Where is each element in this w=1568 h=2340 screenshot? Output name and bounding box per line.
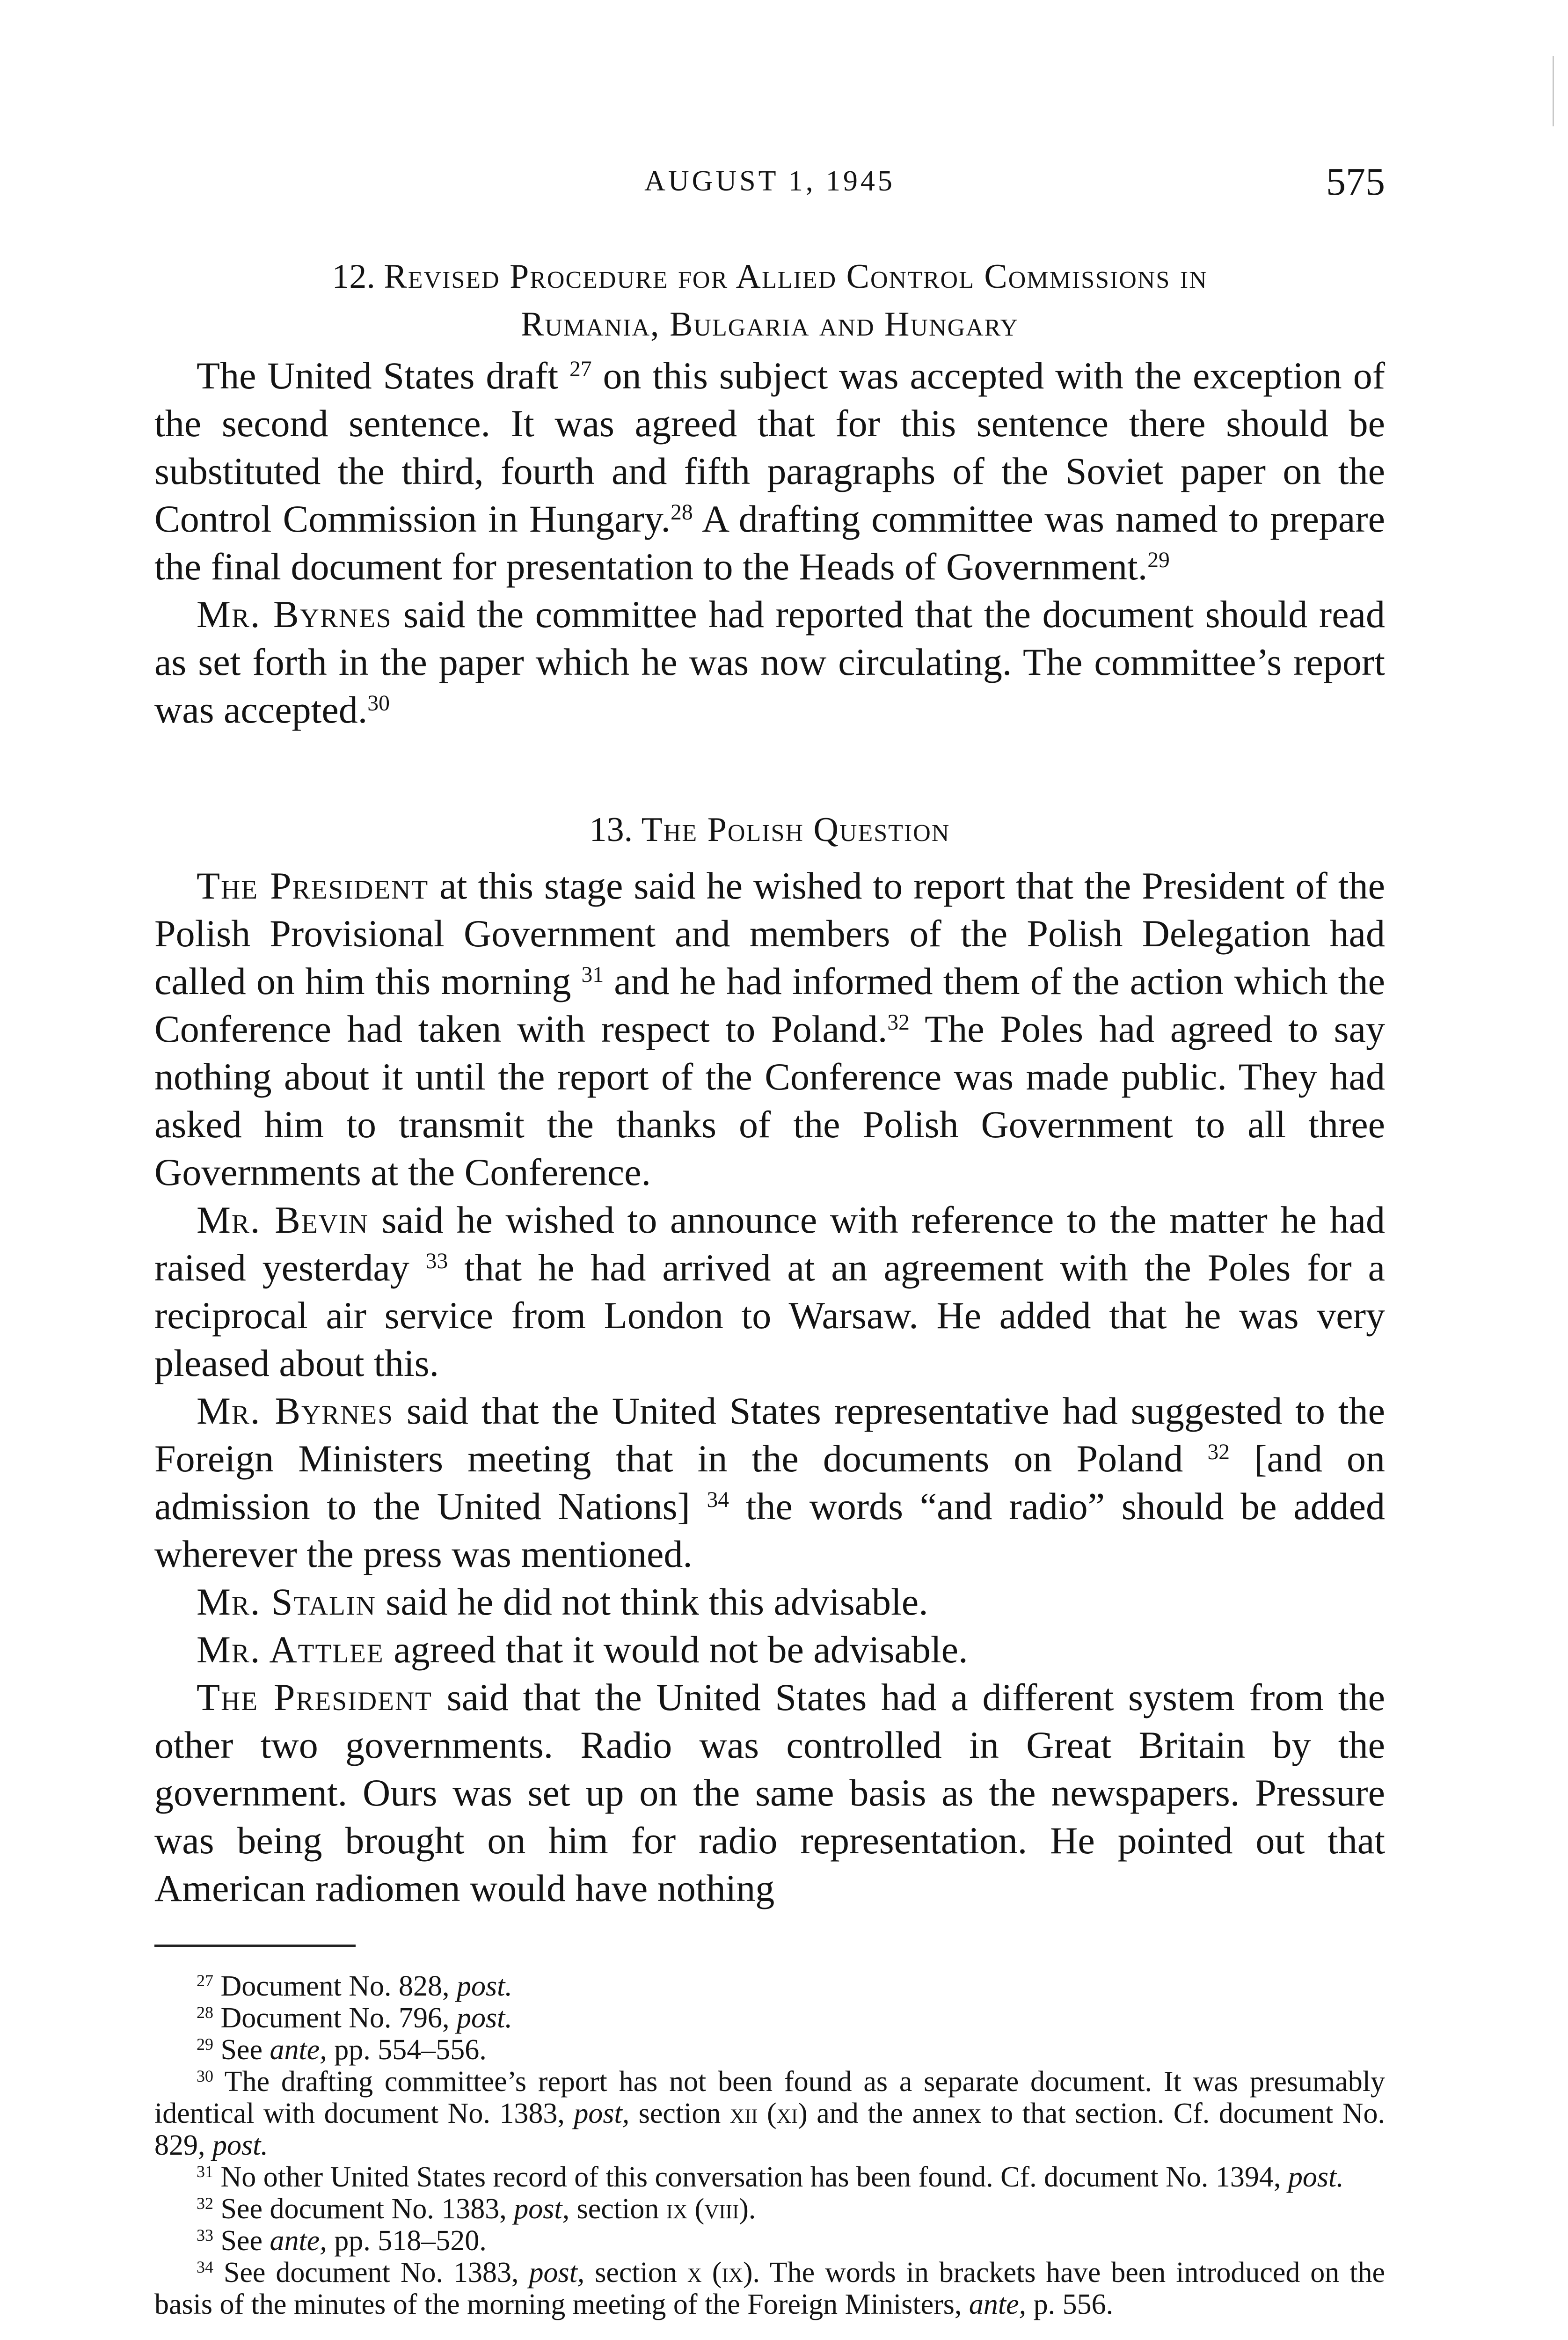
footnote-ref-31[interactable]: 31 [581,962,604,987]
running-head [154,159,1385,211]
section-13-body [154,862,1385,1912]
footnote-ref-27[interactable]: 27 [569,357,592,381]
section-13-number: 13. [589,811,633,849]
footnote-ref-28[interactable]: 28 [671,500,693,525]
paragraph: Mr. Byrnes said that the United States representative had suggested to the Foreign Ministers meeting that in the documents on Poland $^{32}$ [and on admission to the United Nations] $^{34}$ the words “and radio” should be added wherever the press was mentioned. [154,1389,1386,1575]
speaker-name: Mr. Byrnes [197,593,392,636]
paragraph: The President said that the United States had a different system from the other two governments. Radio was controlled in Great Britain by the government. Ours was set up on the same basis as the newspapers. Pressure was being brought on him for radio representation. He pointed out that American radiomen would have nothing [154,1676,1386,1909]
footnote-30: $^{30}$ The drafting committee’s report has not been found as a separate document. It was presumably identical with document No. 1383, post, section xii (xi) and the annex to that section. Cf. document No. 829, post. [154,2066,1385,2161]
paragraph: Mr. Stalin said he did not think this advisable. [197,1580,928,1623]
footnote-ref-33[interactable]: 33 [425,1249,448,1273]
footnote-27: $^{27}$ Document No. 828, post. [197,1970,512,2002]
footnote-28: $^{28}$ Document No. 796, post. [197,2002,512,2034]
speaker-name: The President [197,864,429,907]
footnote-ref-34[interactable]: 34 [707,1487,729,1512]
paragraph: The President at this stage said he wished to report that the President of the Polish Provisional Government and members of the Polish Delegation had called on him this morning $^{31}$ and he had informed them of the action which the Conference had taken with respect to Poland.$^{32}$ The Poles had agreed to say nothing about it until the report of the Conference was made public. They had asked him to transmit the thanks of the Polish Government to all three Governments at the Conference. [154,864,1385,1193]
paragraph: Mr. Attlee agreed that it would not be advisable. [197,1628,968,1671]
footnote-29: $^{29}$ See ante, pp. 554–556. [197,2034,487,2066]
footnote-33: $^{33}$ See ante, pp. 518–520. [197,2225,487,2257]
footnote-ref-29[interactable]: 29 [1147,548,1170,572]
footnotes [154,1970,1385,2320]
page-number: 575 [1326,160,1385,204]
footnote-ref-30[interactable]: 30 [367,691,390,716]
speaker-name: Mr. Byrnes [197,1389,394,1432]
footnote-31: $^{31}$ No other United States record of this conversation has been found. Cf. document No. 1394, post. [197,2161,1344,2193]
footnote-ref-32[interactable]: 32 [887,1010,910,1035]
speaker-name: Mr. Bevin [197,1199,369,1241]
footnote-separator [154,1945,356,1947]
section-12-title-text-1: Revised Procedure for Allied Control Commissions in [384,257,1208,296]
paragraph: The United States draft $^{27}$ on this subject was accepted with the exception of the second sentence. It was agreed that for this sentence there should be substituted the third, fourth and fifth paragraphs of the Soviet paper on the Control Commission in Hungary.$^{28}$ A drafting committee was named to prepare the final document for presentation to the Heads of Government.$^{29}$ [154,354,1385,588]
scan-edge-mark [1553,56,1559,126]
footnote-ref-32[interactable]: 32 [1207,1440,1230,1464]
paragraph: Mr. Bevin said he wished to announce with reference to the matter he had raised yesterday $^{33}$ that he had arrived at an agreement with the Poles for a reciprocal air service from London to Warsaw. He added that he was very pleased about this. [154,1199,1385,1384]
section-12-number: 12. [332,257,375,296]
section-12-title-line-2: Rumania, Bulgaria and Hungary [520,305,1019,344]
running-title: AUGUST 1, 1945 [644,165,895,197]
section-12-title-line-1 [154,253,1385,300]
paragraph: Mr. Byrnes said the committee had reported that the document should read as set forth in the paper which he was now circulating. The committee’s report was accepted.$^{30}$ [154,593,1385,731]
section-12-heading [154,253,1385,348]
section-12-title [154,253,1385,348]
speaker-name: The President [197,1676,432,1718]
speaker-name: Mr. Attlee [197,1628,384,1671]
footnote-32: $^{32}$ See document No. 1383, post, section ix (viii). [197,2193,756,2225]
speaker-name: Mr. Stalin [197,1580,376,1623]
section-13-title [154,806,1385,854]
section-13-title-text: The Polish Question [641,811,950,849]
footnote-34: $^{34}$ See document No. 1383, post, section x (ix). The words in brackets have been introduced on the basis of the minutes of the morning meeting of the Foreign Ministers, ante, p. 556. [154,2257,1385,2320]
section-13-heading [154,806,1385,854]
section-12-body [154,352,1385,734]
